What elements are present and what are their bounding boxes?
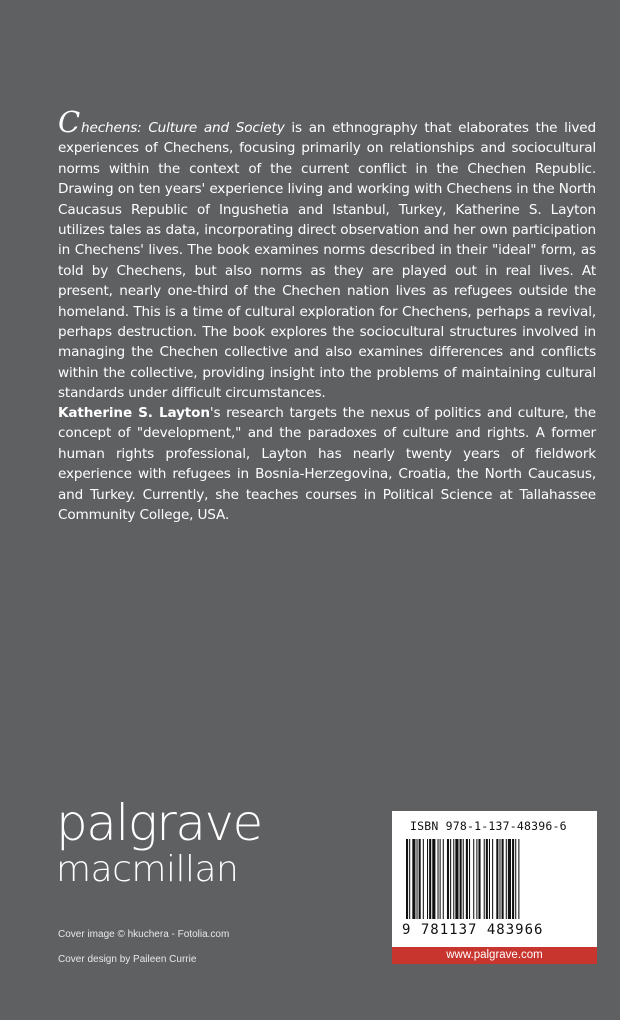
author-bio xyxy=(58,403,596,525)
author-name: Katherine S. Layton xyxy=(58,405,210,421)
barcode-bars xyxy=(404,839,584,919)
publisher-logo xyxy=(56,796,262,890)
publisher-url: www.palgrave.com xyxy=(392,947,597,964)
logo-palgrave: palgrave xyxy=(56,794,262,852)
logo-macmillan: macmillan xyxy=(56,849,239,890)
barcode-number: 9 781137 483966 xyxy=(402,922,544,938)
cover-image-credit: Cover image © hkuchera - Fotolia.com xyxy=(58,929,230,940)
isbn-label: ISBN 978-1-137-48396-6 xyxy=(410,819,567,833)
drop-cap: C xyxy=(58,105,81,139)
description-text: is an ethnography that elaborates the lived experiences of Chechens, focusing primarily on relationships and sociocultural norms within the context of the current conflict in the Chechen Republic. Drawing on ten years' experience living and working with Chechens in the North Caucasus Republic of Ingushetia and Istanbul, Turkey, Katherine S. Layton utilizes tales as data, incorporating direct observation and her own participation in Chechens' lives. The book examines norms described in their "ideal" form, as told by Chechens, but also norms as they are played out in real lives. At present, nearly one-third of the Chechen nation lives as refugees outside the homeland. This is a time of cultural exploration for Chechens, perhaps a revival, perhaps destruction. The book explores the sociocultural structures involved in managing the Chechen collective and also examines differences and conflicts within the collective, providing insight into the problems of maintaining cultural standards under difficult circumstances. xyxy=(58,120,596,402)
cover-design-credit: Cover design by Paileen Currie xyxy=(58,954,197,965)
bio-text: 's research targets the nexus of politics and culture, the concept of "development," and the paradoxes of culture and rights. A former human rights professional, Layton has nearly twenty years of fieldwork experience with refugees in Bosnia-Herzegovina, Croatia, the North Caucasus, and Turkey. Currently, she teaches courses in Political Science at Tallahassee Community College, USA. xyxy=(58,405,596,524)
book-title: hechens: Culture and Society xyxy=(81,120,285,136)
barcode-panel xyxy=(392,811,597,947)
book-description xyxy=(58,105,596,404)
